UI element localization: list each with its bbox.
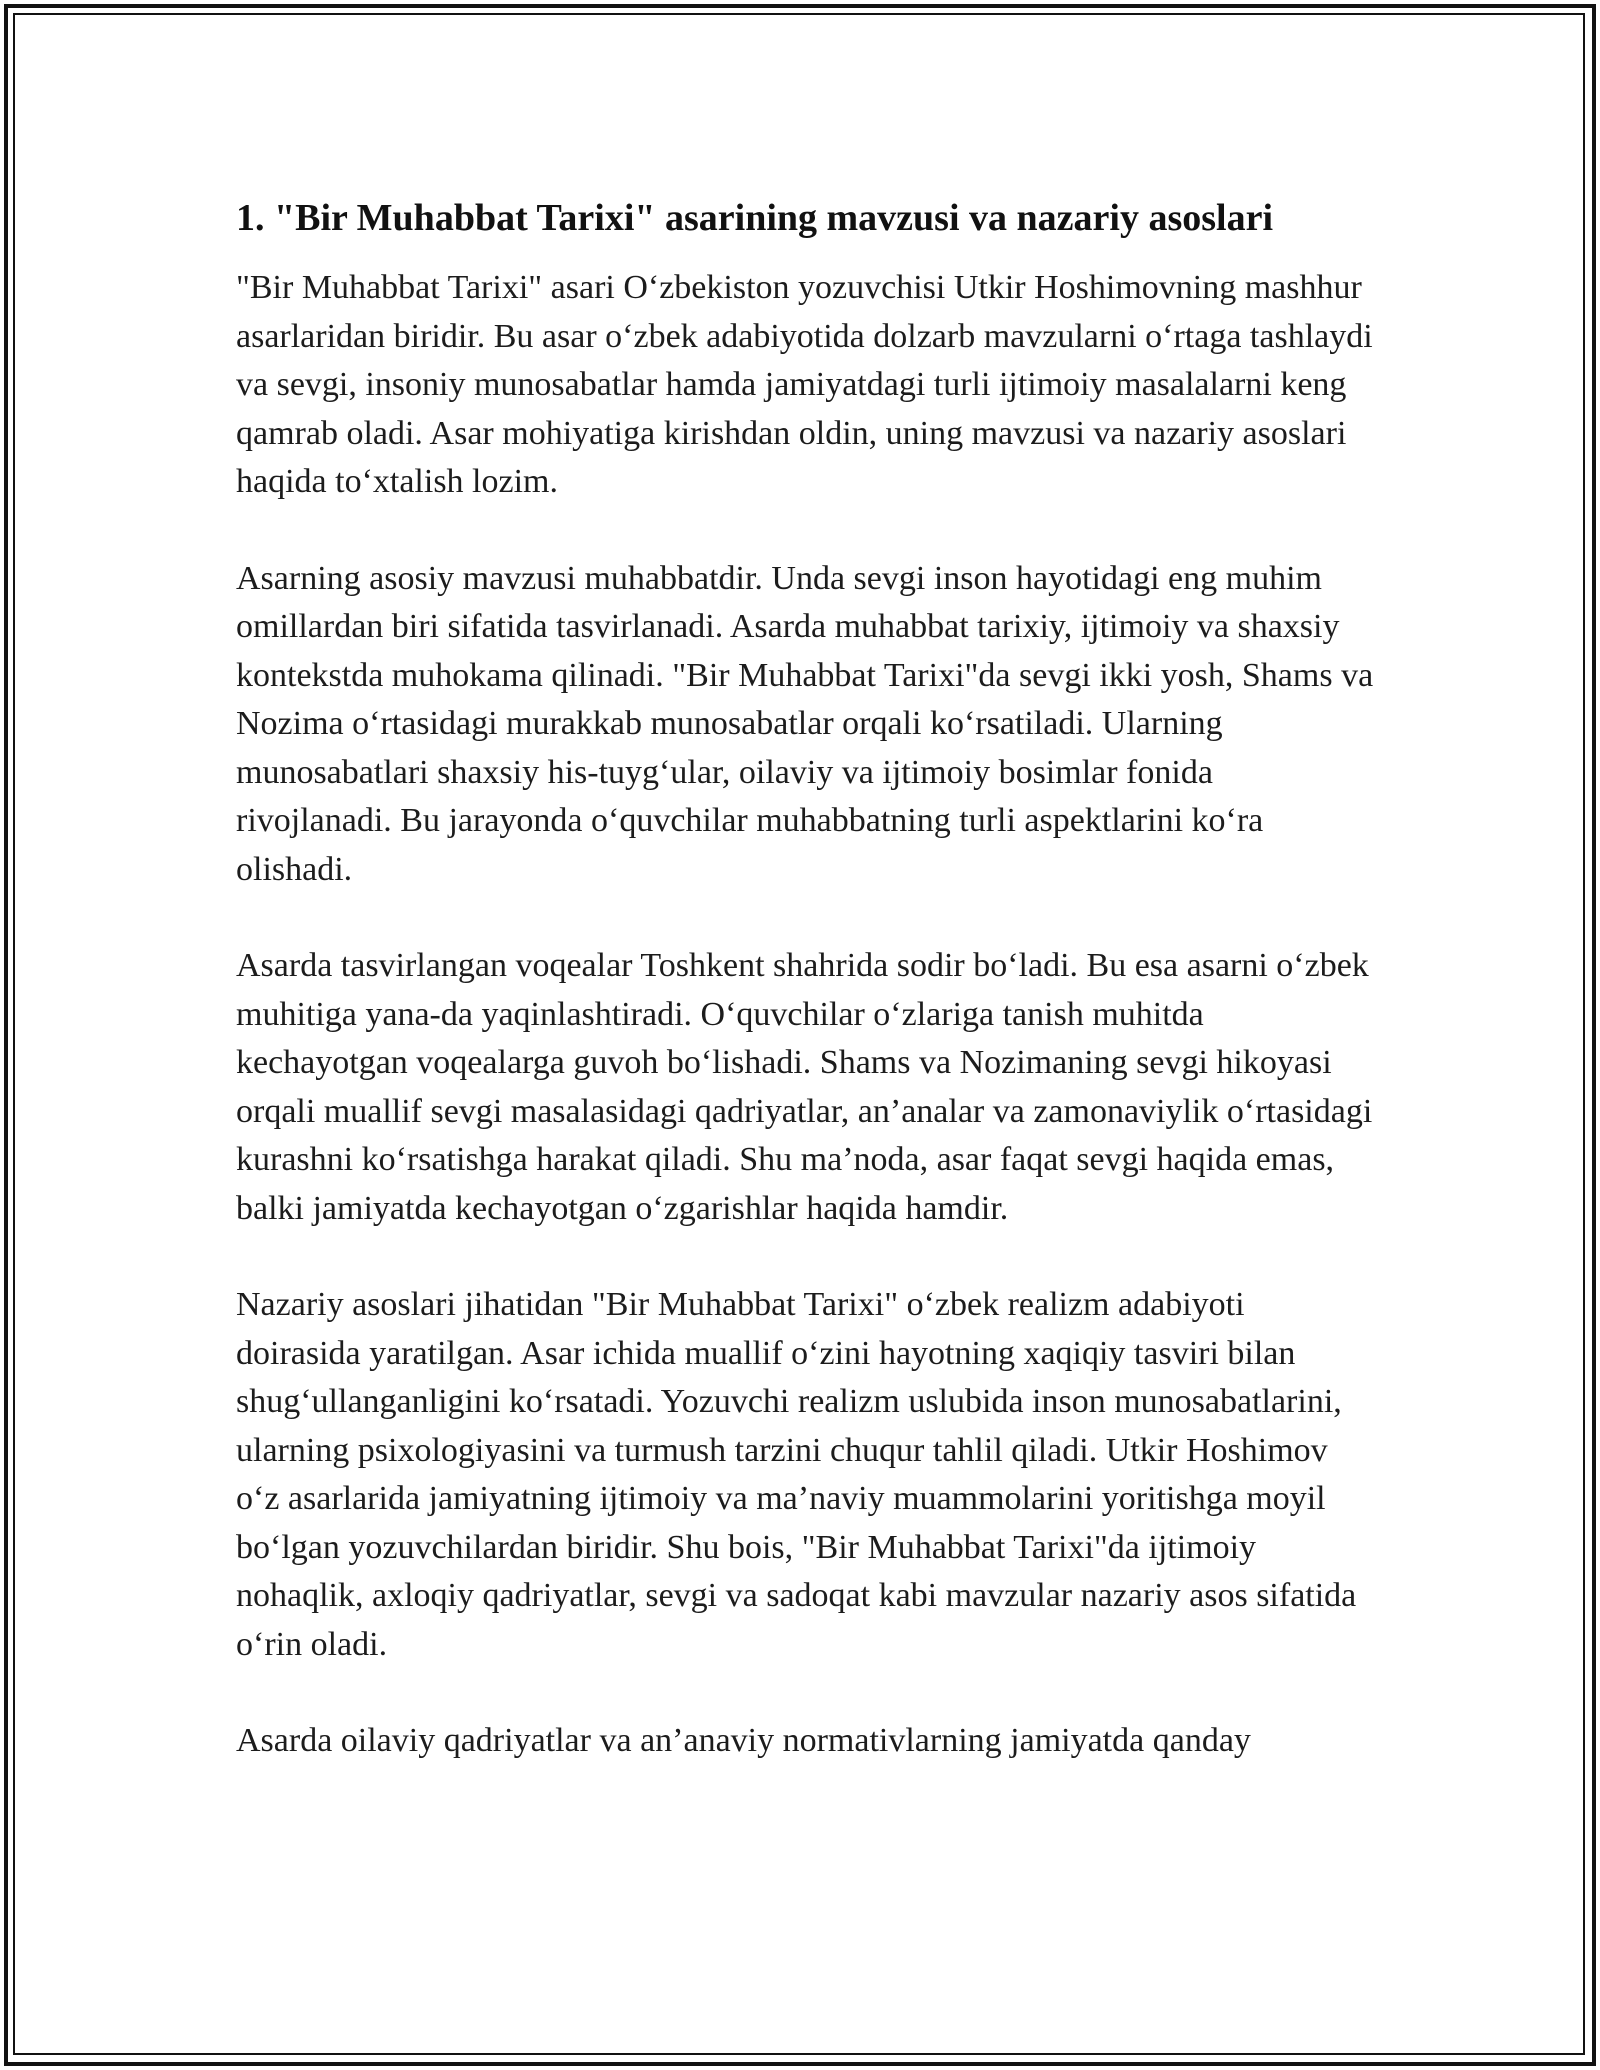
section-heading: 1. "Bir Muhabbat Tarixi" asarining mavzusi va nazariy asoslari [236, 197, 1274, 239]
paragraph-family-values: Asarda oilaviy qadriyatlar va an’anaviy normativlarning jamiyatda qanday [236, 1722, 1251, 1759]
paragraph-main-theme: Asarning asosiy mavzusi muhabbatdir. Unda sevgi inson hayotidagi eng muhim omillardan biri sifatida tasvirlanadi. Asarda muhabbat tarixiy, ijtimoiy va shaxsiy kontekstda muhokama qilinadi. "Bir Muhabbat Tarixi"da sevgi ikki yosh, Shams va Nozima o‘rtasidagi murakkab munosabatlar orqali ko‘rsatiladi. Ularning munosabatlari shaxsiy his-tuyg‘ular, oilaviy va ijtimoiy bosimlar fonida rivojlanadi. Bu jarayonda o‘quvchilar muhabbatning turli aspektlarini ko‘ra olishadi. [236, 559, 1374, 888]
paragraph-intro: "Bir Muhabbat Tarixi" asari O‘zbekiston yozuvchisi Utkir Hoshimovning mashhur asarlaridan biridir. Bu asar o‘zbek adabiyotida dolzarb mavzularni o‘rtaga tashlaydi va sevgi, insoniy munosabatlar hamda jamiyatdagi turli ijtimoiy masalalarni keng qamrab oladi. Asar mohiyatiga kirishdan oldin, uning mavzusi va nazariy asoslari haqida to‘xtalish lozim. [236, 269, 1373, 500]
document-body [236, 190, 1376, 1814]
paragraph-setting: Asarda tasvirlangan voqealar Toshkent shahrida sodir bo‘ladi. Bu esa asarni o‘zbek muhitiga yana-da yaqinlashtiradi. O‘quvchilar o‘zlariga tanish muhitda kechayotgan voqealarga guvoh bo‘lishadi. Shams va Nozimaning sevgi hikoyasi orqali muallif sevgi masalasidagi qadriyatlar, an’analar va zamonaviylik o‘rtasidagi kurashni ko‘rsatishga harakat qiladi. Shu ma’noda, asar faqat sevgi haqida emas, balki jamiyatda kechayotgan o‘zgarishlar haqida hamdir. [236, 947, 1373, 1227]
paragraph-theoretical-basis: Nazariy asoslari jihatidan "Bir Muhabbat Tarixi" o‘zbek realizm adabiyoti doirasida yaratilgan. Asar ichida muallif o‘zini hayotning xaqiqiy tasviri bilan shug‘ullanganligini ko‘rsatadi. Yozuvchi realizm uslubida inson munosabatlarini, ularning psixologiyasini va turmush tarzini chuqur tahlil qiladi. Utkir Hoshimov o‘z asarlarida jamiyatning ijtimoiy va ma’naviy muammolarini yoritishga moyil bo‘lgan yozuvchilardan biridir. Shu bois, "Bir Muhabbat Tarixi"da ijtimoiy nohaqlik, axloqiy qadriyatlar, sevgi va sadoqat kabi mavzular nazariy asos sifatida o‘rin oladi. [236, 1286, 1357, 1663]
